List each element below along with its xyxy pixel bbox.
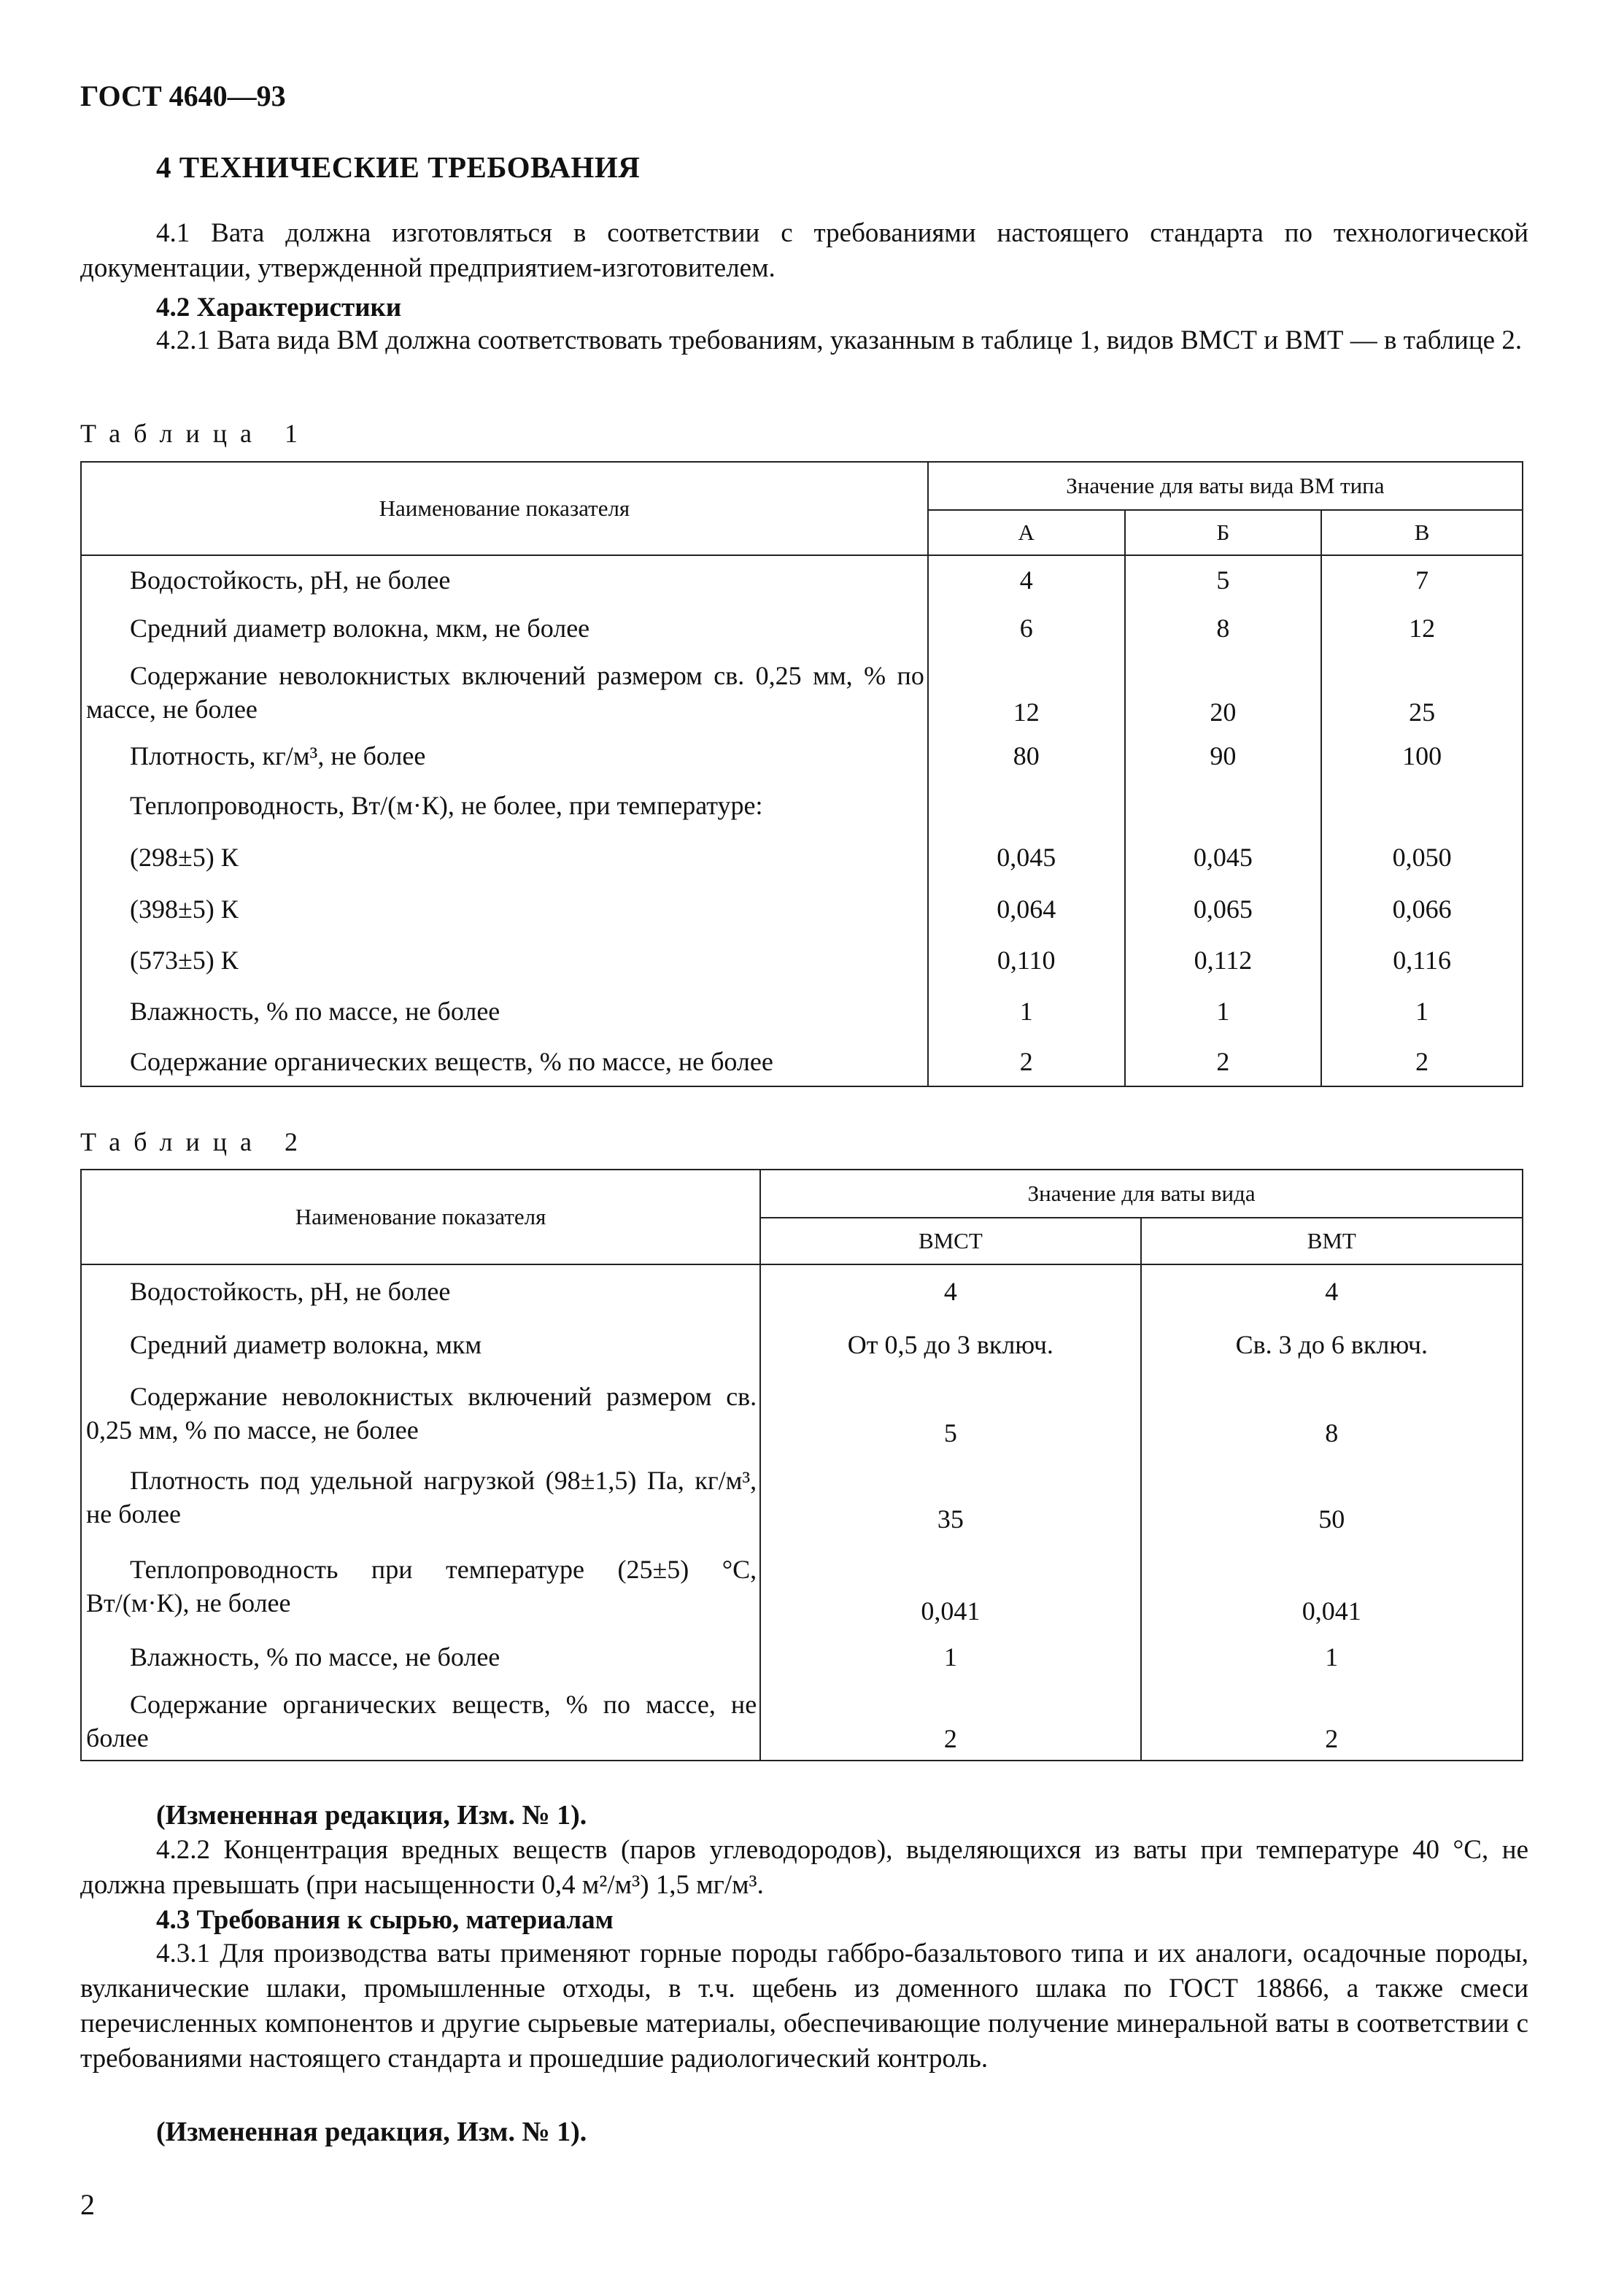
paragraph-4-2-2: 4.2.2 Концентрация вредных веществ (паров углеводородов), выделяющихся из ваты при температуре 40 °С, не должна превышать (при насыщенности 0,4 м²/м³) 1,5 мг/м³.	[80, 1835, 1528, 1900]
table-row	[81, 831, 1523, 884]
table-row	[81, 1682, 1523, 1761]
table-1-cell: 8	[1125, 603, 1322, 653]
table-1-cell	[1125, 780, 1322, 831]
table-2-cell: 1	[1141, 1632, 1523, 1682]
table-1-cell: 0,065	[1125, 884, 1322, 935]
table-2-cell: 0,041	[1141, 1540, 1523, 1632]
table-1-cell: 4	[928, 555, 1125, 603]
table-2-row-name: Средний диаметр волокна, мкм	[81, 1317, 760, 1372]
amendment-note-1: (Измененная редакция, Изм. № 1).	[156, 1800, 587, 1831]
table-2-row-name: Содержание органических веществ, % по массе, не более	[81, 1682, 760, 1761]
table-1-row-name: Содержание органических веществ, % по массе, не более	[81, 1037, 928, 1086]
page-number: 2	[80, 2188, 95, 2221]
table-row	[81, 1037, 1523, 1086]
table-1-cell: 0,112	[1125, 935, 1322, 986]
table-1-caption: Таблица 1	[80, 419, 311, 448]
table-1-cell	[1321, 780, 1523, 831]
table-row	[81, 603, 1523, 653]
paragraph-4-2: 4.2 Характеристики	[156, 293, 402, 322]
table-2-cell: 0,041	[760, 1540, 1140, 1632]
table-2-cell: 1	[760, 1632, 1140, 1682]
table-1-cell: 0,110	[928, 935, 1125, 986]
table-1-row-name: Теплопроводность, Вт/(м·К), не более, при температуре:	[81, 780, 928, 831]
table-1-cell: 0,066	[1321, 884, 1523, 935]
table-row	[81, 1540, 1523, 1632]
table-2-cell: 5	[760, 1372, 1140, 1454]
table-1-cell: 7	[1321, 555, 1523, 603]
table-1	[80, 461, 1523, 1087]
table-1-cell: 2	[928, 1037, 1125, 1086]
table-1-cell: 2	[1125, 1037, 1322, 1086]
table-2-row-name: Влажность, % по массе, не более	[81, 1632, 760, 1682]
table-row	[81, 1632, 1523, 1682]
table-row	[81, 986, 1523, 1037]
table-1-group-header: Значение для ваты вида ВМ типа	[928, 462, 1523, 510]
table-2-cell: 2	[760, 1682, 1140, 1761]
table-1-cell: 1	[928, 986, 1125, 1037]
section-title: 4 ТЕХНИЧЕСКИЕ ТРЕБОВАНИЯ	[156, 150, 641, 184]
table-1-name-header: Наименование показателя	[81, 462, 928, 555]
paragraph-4-3-1: 4.3.1 Для производства ваты применяют горные породы габбро-базальтового типа и их аналоги, осадочные породы, вулканические шлаки, промышленные отходы, в т.ч. щебень из доменного шлака по ГОСТ 18866, а также смеси перечисленных компонентов и другие сырьевые материалы, обеспечивающие получение минеральной ваты в соответствии с требованиями настоящего стандарта и прошедшие радиологический контроль.	[80, 1939, 1528, 2074]
table-1-col-a: А	[928, 510, 1125, 555]
table-1-cell: 2	[1321, 1037, 1523, 1086]
table-1-cell: 12	[928, 653, 1125, 732]
table-2-cell: 2	[1141, 1682, 1523, 1761]
table-1-cell: 100	[1321, 732, 1523, 780]
table-2-cell: От 0,5 до 3 включ.	[760, 1317, 1140, 1372]
table-1-cell: 0,045	[928, 831, 1125, 884]
table-1-row-name: (398±5) К	[81, 884, 928, 935]
table-2-cell: Св. 3 до 6 включ.	[1141, 1317, 1523, 1372]
table-row	[81, 935, 1523, 986]
table-2-row-name: Плотность под удельной нагрузкой (98±1,5) Па, кг/м³, не более	[81, 1454, 760, 1540]
table-1-cell	[928, 780, 1125, 831]
table-1-cell: 0,116	[1321, 935, 1523, 986]
table-row	[81, 884, 1523, 935]
table-2	[80, 1169, 1523, 1761]
table-2-cell: 35	[760, 1454, 1140, 1540]
table-1-cell: 12	[1321, 603, 1523, 653]
table-2-cell: 50	[1141, 1454, 1523, 1540]
table-1-cell: 25	[1321, 653, 1523, 732]
amendment-note-2: (Измененная редакция, Изм. № 1).	[156, 2117, 587, 2147]
paragraph-4-3: 4.3 Требования к сырью, материалам	[156, 1905, 614, 1935]
paragraph-4-1: 4.1 Вата должна изготовляться в соответствии с требованиями настоящего стандарта по технологической документации, утвержденной предприятием-изготовителем.	[80, 218, 1528, 283]
table-row	[81, 653, 1523, 732]
table-1-row-name: (573±5) К	[81, 935, 928, 986]
table-1-row-name: Водостойкость, рН, не более	[81, 555, 928, 603]
table-2-row-name: Теплопроводность при температуре (25±5) °С, Вт/(м·К), не более	[81, 1540, 760, 1632]
table-row	[81, 1317, 1523, 1372]
table-1-col-b: Б	[1125, 510, 1322, 555]
table-2-cell: 4	[760, 1264, 1140, 1317]
table-1-row-name: Влажность, % по массе, не более	[81, 986, 928, 1037]
table-1-cell: 0,045	[1125, 831, 1322, 884]
table-row	[81, 1372, 1523, 1454]
table-2-name-header: Наименование показателя	[81, 1170, 760, 1264]
table-2-cell: 8	[1141, 1372, 1523, 1454]
table-1-cell: 0,050	[1321, 831, 1523, 884]
table-1-cell: 1	[1125, 986, 1322, 1037]
table-1-row-name: Плотность, кг/м³, не более	[81, 732, 928, 780]
table-1-cell: 5	[1125, 555, 1322, 603]
table-row	[81, 1264, 1523, 1317]
table-1-cell: 0,064	[928, 884, 1125, 935]
table-1-row-name: Средний диаметр волокна, мкм, не более	[81, 603, 928, 653]
table-row	[81, 780, 1523, 831]
table-row	[81, 555, 1523, 603]
table-2-col-vmt: ВМТ	[1141, 1218, 1523, 1264]
table-1-row-name: Содержание неволокнистых включений размером св. 0,25 мм, % по массе, не более	[81, 653, 928, 732]
table-1-cell: 1	[1321, 986, 1523, 1037]
table-row	[81, 1454, 1523, 1540]
table-2-group-header: Значение для ваты вида	[760, 1170, 1523, 1218]
table-1-col-v: В	[1321, 510, 1523, 555]
table-1-row-name: (298±5) К	[81, 831, 928, 884]
table-2-row-name: Содержание неволокнистых включений размером св. 0,25 мм, % по массе, не более	[81, 1372, 760, 1454]
table-2-row-name: Водостойкость, рН, не более	[81, 1264, 760, 1317]
table-2-cell: 4	[1141, 1264, 1523, 1317]
table-row	[81, 732, 1523, 780]
paragraph-4-2-1: 4.2.1 Вата вида ВМ должна соответствовать требованиям, указанным в таблице 1, видов ВМСТ и ВМТ — в таблице 2.	[156, 325, 1523, 355]
table-2-col-vmst: ВМСТ	[760, 1218, 1140, 1264]
table-1-cell: 90	[1125, 732, 1322, 780]
table-1-cell: 20	[1125, 653, 1322, 732]
table-1-cell: 6	[928, 603, 1125, 653]
table-2-caption: Таблица 2	[80, 1127, 311, 1156]
table-1-cell: 80	[928, 732, 1125, 780]
document-code: ГОСТ 4640—93	[80, 80, 286, 112]
